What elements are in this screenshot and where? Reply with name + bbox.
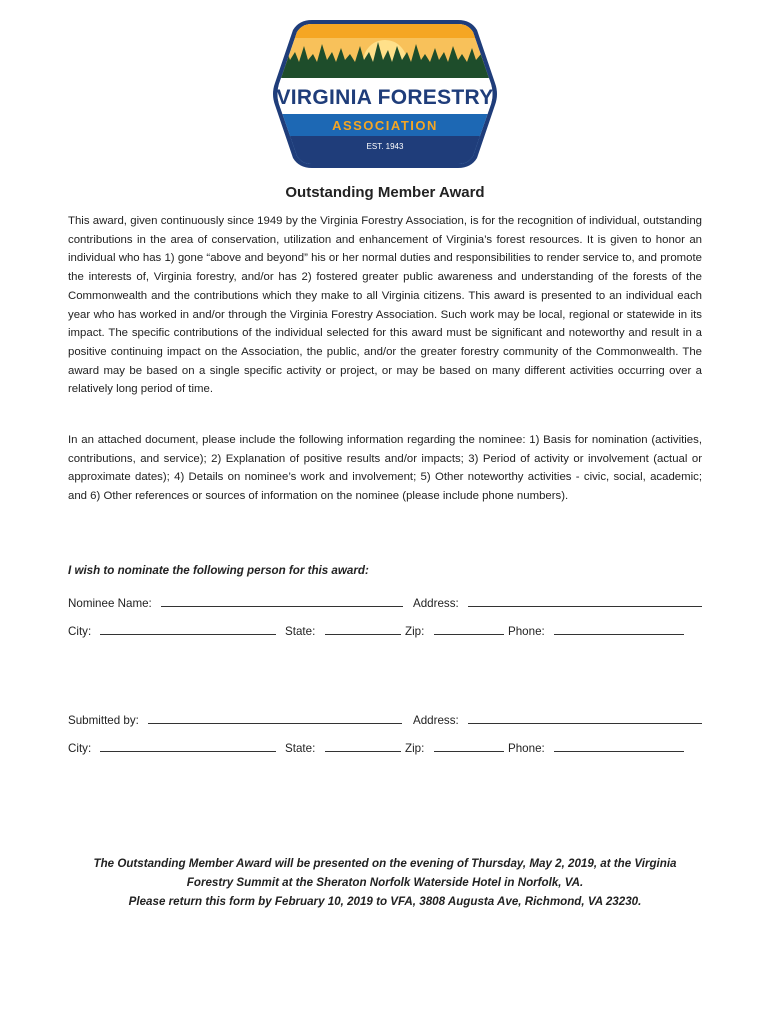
- submitted-by-row: [68, 711, 402, 727]
- submitter-state-row: [285, 739, 401, 755]
- nominee-phone-row: [508, 622, 684, 638]
- nominee-state-label: State:: [285, 625, 316, 638]
- nominate-heading: I wish to nominate the following person for this award:: [68, 564, 369, 577]
- nominee-address-row: [413, 594, 702, 610]
- nominee-phone-field[interactable]: [554, 622, 684, 635]
- submitter-phone-label: Phone:: [508, 742, 545, 755]
- page-title: Outstanding Member Award: [285, 184, 485, 201]
- nominee-zip-row: [405, 622, 504, 638]
- nominee-name-label: Nominee Name:: [68, 597, 152, 610]
- submitted-by-label: Submitted by:: [68, 714, 139, 727]
- nominee-city-label: City:: [68, 625, 92, 638]
- footer-line2: Forestry Summit at the Sheraton Norfolk Waterside Hotel in Norfolk, VA.: [186, 876, 584, 889]
- submitter-zip-field[interactable]: [434, 739, 504, 752]
- submitter-address-field[interactable]: [468, 711, 702, 724]
- logo-line2: ASSOCIATION: [332, 118, 438, 133]
- footer-note: [50, 854, 720, 911]
- submitted-by-field[interactable]: [148, 711, 402, 724]
- award-description: This award, given continuously since 1949 by the Virginia Forestry Association, is for the recognition of individual, outstanding contributions in the area of conservation, utilization and enhancement of Virginia’s forest resources. It is given to honor an individual who has 1) gone “above and beyond” his or her normal duties and responsibilities to render service to, and promote the interests of, Virginia forestry, and/or has 2) fostered greater public awareness and understanding of the forests of the Commonwealth and the contributions which they make to all Virginia citizens. This award is presented to an individual each year who has worked in and/or through the Virginia Forestry Association. Such work may be local, regional or statewide in its impact. The specific contributions of the individual selected for this award must be significant and noteworthy and result in a positive continuing impact on the Association, the public, and/or the greater forestry community of the Commonwealth. The award may be based on a single specific activity or project, or may be based on many different activities occurring over a relatively long period of time.: [68, 215, 702, 396]
- nominee-address-field[interactable]: [468, 594, 702, 607]
- nominee-zip-field[interactable]: [434, 622, 504, 635]
- submitter-address-row: [413, 711, 702, 727]
- logo-line1: VIRGINIA FORESTRY: [276, 86, 494, 109]
- nominee-state-row: [285, 622, 401, 638]
- nominee-state-field[interactable]: [325, 622, 401, 635]
- nominee-address-label: Address:: [413, 597, 459, 610]
- submitter-state-field[interactable]: [325, 739, 401, 752]
- nominee-city-field[interactable]: [100, 622, 276, 635]
- submitter-zip-row: [405, 739, 504, 755]
- submitter-city-row: [68, 739, 276, 755]
- submitter-state-label: State:: [285, 742, 316, 755]
- footer-line3: Please return this form by February 10, 2019 to VFA, 3808 Augusta Ave, Richmond, VA 23230.: [128, 895, 642, 908]
- nominee-zip-label: Zip:: [405, 625, 425, 638]
- submitter-city-field[interactable]: [100, 739, 276, 752]
- footer-line1: The Outstanding Member Award will be presented on the evening of Thursday, May 2, 2019, at the Virginia: [93, 857, 677, 870]
- submitter-city-label: City:: [68, 742, 92, 755]
- logo-est: EST. 1943: [366, 142, 404, 151]
- submitter-phone-field[interactable]: [554, 739, 684, 752]
- attachment-instructions: In an attached document, please include the following information regarding the nominee: 1) Basis for nomination (activities, contributions, and service); 2) Explanation of positive results and/or impacts; 3) Period of activity or involvement (actual or approximate dates); 4) Details on nominee’s work and involvement; 5) Other noteworthy activities - civic, social, academic; and 6) Other references or sources of information on the nominee (please include phone numbers).: [68, 434, 702, 503]
- nominee-name-row: [68, 594, 403, 610]
- submitter-address-label: Address:: [413, 714, 459, 727]
- nominee-phone-label: Phone:: [508, 625, 545, 638]
- vfa-logo: [272, 18, 498, 170]
- submitter-phone-row: [508, 739, 684, 755]
- nominee-name-field[interactable]: [161, 594, 403, 607]
- submitter-zip-label: Zip:: [405, 742, 425, 755]
- nominee-city-row: [68, 622, 276, 638]
